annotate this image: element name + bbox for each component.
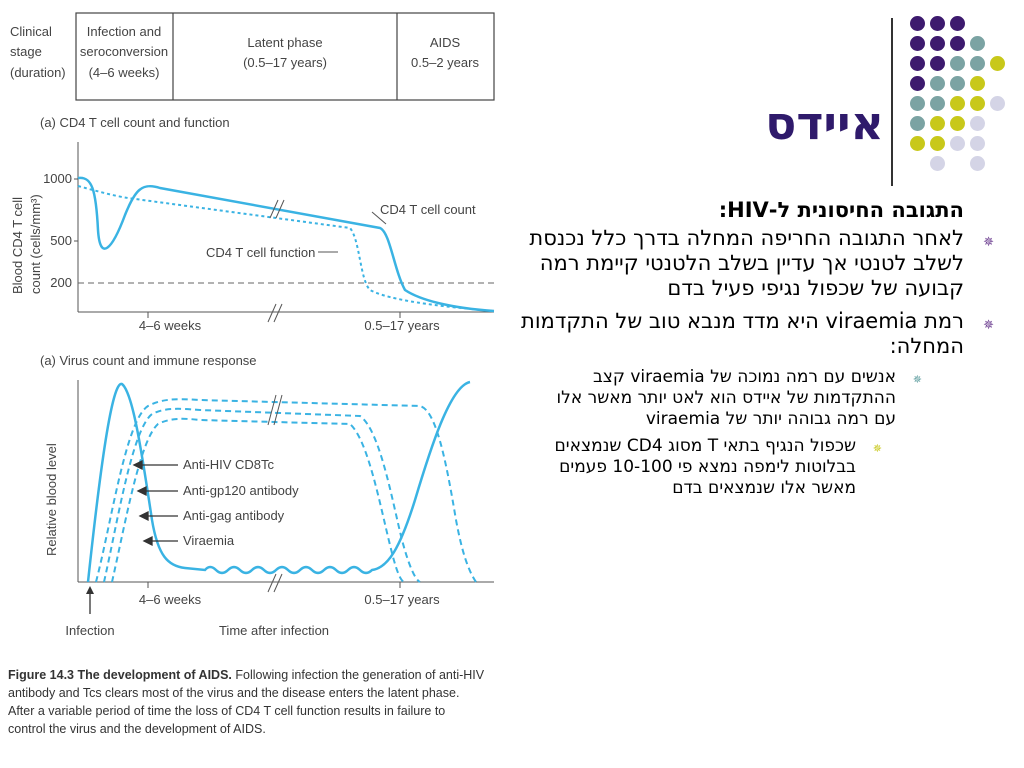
panel-a-ylabel-1: Blood CD4 T cell xyxy=(10,196,25,294)
panel-b-virus xyxy=(40,353,494,638)
slide-title: איידס xyxy=(765,96,884,150)
infection-label: Infection xyxy=(65,623,115,638)
stage-col-aids-line-1: AIDS xyxy=(429,35,461,50)
sub-bullet-text: אנשים עם רמה נמוכה של viraemia קצב ההתקדמות של איידס הוא לאט יותר מאשר אלו עם רמה גבוהה יותר של viraemia xyxy=(556,367,896,429)
legend-viraemia: Viraemia xyxy=(183,533,235,548)
decor-dot xyxy=(950,16,965,31)
decor-dot xyxy=(930,56,945,71)
decorative-dot-grid xyxy=(910,14,1006,164)
decor-dot xyxy=(910,16,925,31)
bullet-viraemia-text: רמת viraemia היא מדד מנבא טוב של התקדמות המחלה: xyxy=(521,309,964,358)
panel-b-xtick-years: 0.5–17 years xyxy=(364,592,440,607)
panel-a-xtick-years: 0.5–17 years xyxy=(364,318,440,333)
bullet-latent-phase-text: לאחר התגובה החריפה המחלה בדרך כלל נכנסת לשלב לטנטי אך עדיין בשלב הלטנטי קיימת רמה קבועה של שכפול נגיפי פעיל בדם xyxy=(529,226,964,300)
decor-dot xyxy=(930,156,945,171)
content-heading: התגובה החיסונית ל-HIV: xyxy=(718,198,964,222)
infection-arrow-head xyxy=(86,586,94,594)
decor-dot xyxy=(970,136,985,151)
panel-a-title: (a) CD4 T cell count and function xyxy=(40,115,230,130)
decor-dot xyxy=(910,136,925,151)
legend-anti-gag: Anti-gag antibody xyxy=(183,508,285,523)
bullet-latent-phase xyxy=(520,226,994,301)
decor-dot xyxy=(950,56,965,71)
legend-anti-gp120: Anti-gp120 antibody xyxy=(183,483,299,498)
bullet-viraemia xyxy=(520,309,994,359)
panel-b-ylabel: Relative blood level xyxy=(44,443,59,556)
panel-a-ylabel-2: count (cells/mm³) xyxy=(28,194,43,294)
clinical-stage-table xyxy=(10,13,494,100)
stage-col-latent-line-2: (0.5–17 years) xyxy=(243,55,327,70)
figure-caption xyxy=(8,666,486,738)
sub-sub-bullet-text: שכפול הנגיף בתאי T מסוג CD4 שנמצאים בבלוטות לימפה נמצא פי 10-100 פעמים מאשר אלו שנמצאים בדם xyxy=(554,436,856,498)
panel-a-ytick-500: 500 xyxy=(50,233,72,248)
decor-dot xyxy=(910,96,925,111)
decor-dot xyxy=(970,156,985,171)
title-divider xyxy=(891,18,893,186)
panel-a-cd4 xyxy=(10,115,494,333)
stage-col-latent-line-1: Latent phase xyxy=(247,35,323,50)
label-cd4-function: CD4 T cell function xyxy=(206,245,316,260)
decor-dot xyxy=(930,16,945,31)
panel-a-ytick-1000: 1000 xyxy=(43,171,72,186)
decor-dot xyxy=(950,136,965,151)
bullet-star-icon: ✵ xyxy=(983,235,994,250)
decor-dot xyxy=(970,36,985,51)
panel-b-xtick-weeks: 4–6 weeks xyxy=(138,592,202,607)
sub-bullet-low-viraemia xyxy=(546,367,922,430)
sub-sub-bullet-lymph xyxy=(536,436,882,499)
caption-bold: Figure 14.3 The development of AIDS. xyxy=(8,668,232,682)
caption-text: Following infection the generation of anti-HIV antibody and Tcs clears most of the virus and the disease enters the latent phase. After a variable period of time the loss of CD4 T cell function results in failure to control the virus and the development of AIDS. xyxy=(8,668,485,736)
slide-content xyxy=(520,198,994,499)
sub-bullet-star-icon: ✵ xyxy=(912,373,922,386)
decor-dot xyxy=(910,116,925,131)
decor-dot xyxy=(930,76,945,91)
stage-col-infection-line-3: (4–6 weeks) xyxy=(88,65,160,80)
decor-dot xyxy=(950,116,965,131)
decor-dot xyxy=(970,56,985,71)
decor-dot xyxy=(930,116,945,131)
decor-dot xyxy=(970,116,985,131)
stage-row-label-2: stage xyxy=(10,44,42,59)
decor-dot xyxy=(990,96,1005,111)
decor-dot xyxy=(910,76,925,91)
stage-col-infection-line-2: seroconversion xyxy=(79,44,169,59)
anti-gag-antibody-curve xyxy=(112,419,404,582)
bullet-star-icon: ✵ xyxy=(983,318,994,333)
decor-dot xyxy=(930,96,945,111)
decor-dot xyxy=(910,36,925,51)
sub-sub-bullet-star-icon: ✵ xyxy=(872,442,882,455)
panel-b-title: (a) Virus count and immune response xyxy=(40,353,257,368)
stage-col-aids-line-2: 0.5–2 years xyxy=(411,55,479,70)
stage-row-label-3: (duration) xyxy=(10,65,66,80)
label-cd4-count: CD4 T cell count xyxy=(380,202,476,217)
decor-dot xyxy=(930,36,945,51)
stage-row-label-1: Clinical xyxy=(10,24,52,39)
decor-dot xyxy=(930,136,945,151)
decor-dot xyxy=(950,96,965,111)
decor-dot xyxy=(970,76,985,91)
decor-dot xyxy=(970,96,985,111)
stage-col-infection-line-1: Infection and xyxy=(86,24,162,39)
legend-anti-hiv-cd8tc: Anti-HIV CD8Tc xyxy=(183,457,275,472)
panel-b-xlabel: Time after infection xyxy=(218,623,330,638)
panel-a-xtick-weeks: 4–6 weeks xyxy=(138,318,202,333)
decor-dot xyxy=(990,56,1005,71)
decor-dot xyxy=(950,36,965,51)
aids-figure xyxy=(0,0,500,660)
panel-a-ytick-200: 200 xyxy=(50,275,72,290)
decor-dot xyxy=(910,56,925,71)
legend-arrows xyxy=(134,461,178,545)
decor-dot xyxy=(950,76,965,91)
